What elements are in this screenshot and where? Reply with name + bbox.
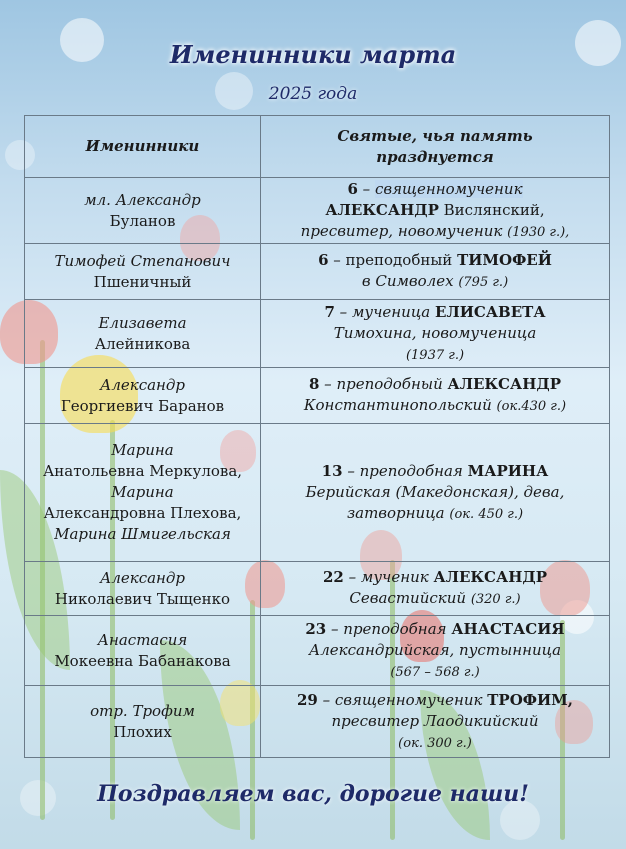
saint-cell — [261, 300, 610, 368]
saint-text: 29 — [296, 690, 318, 709]
name-cell — [25, 178, 261, 244]
saint-text: – преподобный — [328, 251, 458, 269]
person-name-line: Елизавета — [98, 313, 187, 332]
saint-text: 8 — [308, 375, 320, 393]
person-name-line: Буланов — [109, 211, 176, 230]
name-cell — [25, 424, 261, 562]
saint-text: 23 — [305, 619, 327, 638]
saint-text: 6 — [318, 251, 329, 269]
saint-text: Константинопольский — [303, 396, 497, 414]
saint-text: (1937 г.) — [405, 347, 465, 363]
person-name-line: Александр — [99, 568, 186, 587]
table-row — [25, 368, 610, 424]
header-saints-line2: празднуется — [376, 147, 494, 166]
saint-text: – преподобный — [319, 375, 448, 393]
saint-text: – священномученик — [317, 690, 488, 709]
header-names: Именинники — [25, 116, 261, 178]
person-name-line: мл. Александр — [84, 190, 201, 209]
saint-text: Александрийская, пустынница — [308, 640, 562, 659]
saint-text: – — [357, 179, 375, 198]
saint-text: священномученик — [374, 179, 523, 198]
table-row — [25, 686, 610, 758]
person-name-line: Мокеевна Бабанакова — [54, 651, 231, 670]
person-name-line: Георгиевич Баранов — [60, 396, 225, 415]
saint-text: (795 г.) — [458, 275, 509, 290]
saint-text: 22 — [322, 568, 344, 586]
saint-text: – мученица — [334, 302, 436, 321]
person-name-line: Алейникова — [94, 334, 191, 353]
person-name-line: Тимофей Степанович — [54, 251, 231, 270]
saint-text: Тимохина, новомученица — [333, 323, 537, 342]
saint-cell — [261, 686, 610, 758]
table-header-row — [25, 116, 610, 178]
name-cell — [25, 300, 261, 368]
saint-cell — [261, 244, 610, 300]
name-cell — [25, 244, 261, 300]
person-name-line: Анастасия — [97, 630, 188, 649]
saint-text: пресвитер, новомученик — [300, 221, 508, 240]
person-name-line: Марина — [111, 441, 174, 459]
saint-text: в Символех — [361, 272, 459, 290]
saint-text: ТИМОФЕЙ — [457, 251, 552, 269]
saint-text: АЛЕКСАНДР — [433, 568, 548, 586]
saint-text: – мученик — [343, 568, 434, 586]
person-name-line: Плохих — [113, 722, 172, 741]
name-cell — [25, 562, 261, 616]
saint-text: (ок. 300 г.) — [398, 735, 472, 751]
table-row — [25, 424, 610, 562]
saint-text: пресвитер Лаодикийский — [331, 711, 539, 730]
name-cell — [25, 686, 261, 758]
saint-text: – преподобная — [326, 619, 452, 638]
saint-text: затворница — [346, 503, 450, 522]
name-cell — [25, 368, 261, 424]
saint-text: Севастийский — [349, 589, 471, 607]
saint-text: АНАСТАСИЯ — [451, 619, 565, 638]
saint-text: ТРОФИМ, — [487, 690, 574, 709]
page-subtitle: 2025 года — [268, 84, 358, 104]
saint-text: Берийская (Македонская), дева, — [305, 482, 565, 501]
saint-cell — [261, 562, 610, 616]
table-row — [25, 300, 610, 368]
person-name-line: отр. Трофим — [90, 701, 195, 720]
header-saints — [261, 116, 610, 178]
person-name-line: Пшеничный — [93, 272, 192, 291]
saint-text: Вислянский, — [438, 200, 545, 219]
saint-text: АЛЕКСАНДР — [447, 375, 562, 393]
table-row — [25, 562, 610, 616]
person-name-line: Марина Шмигельская — [54, 525, 231, 543]
person-name-line: Александр — [99, 375, 186, 394]
saint-text: МАРИНА — [467, 461, 549, 480]
saint-text: 13 — [321, 461, 343, 480]
namedays-table — [24, 115, 610, 758]
person-name-line: Николаевич Тыщенко — [54, 589, 231, 608]
saint-text: (1930 г.), — [507, 224, 570, 240]
saint-text: (567 – 568 г.) — [390, 664, 480, 680]
saint-text: (320 г.) — [470, 592, 521, 607]
saint-text: 6 — [347, 179, 358, 198]
saint-text: 7 — [324, 302, 335, 321]
name-cell — [25, 616, 261, 686]
saint-cell — [261, 368, 610, 424]
table-body — [25, 178, 610, 758]
saint-text: (ок. 450 г.) — [449, 506, 524, 522]
page-title: Именинники марта — [169, 40, 457, 69]
saint-text: (ок.430 г.) — [496, 399, 567, 414]
table-row — [25, 616, 610, 686]
header-saints-line1: Святые, чья память — [337, 126, 533, 145]
saint-text: ЕЛИСАВЕТА — [435, 302, 546, 321]
saint-cell — [261, 178, 610, 244]
person-name-line: Анатольевна Меркулова, — [42, 462, 243, 480]
congratulations-footer: Поздравляем вас, дорогие наши! — [97, 781, 529, 807]
table-row — [25, 178, 610, 244]
table-row — [25, 244, 610, 300]
saint-cell — [261, 424, 610, 562]
saint-text: АЛЕКСАНДР — [325, 200, 439, 219]
saint-cell — [261, 616, 610, 686]
person-name-line: Марина — [111, 483, 174, 501]
saint-text: – преподобная — [342, 461, 468, 480]
person-name-line: Александровна Плехова, — [43, 504, 242, 522]
